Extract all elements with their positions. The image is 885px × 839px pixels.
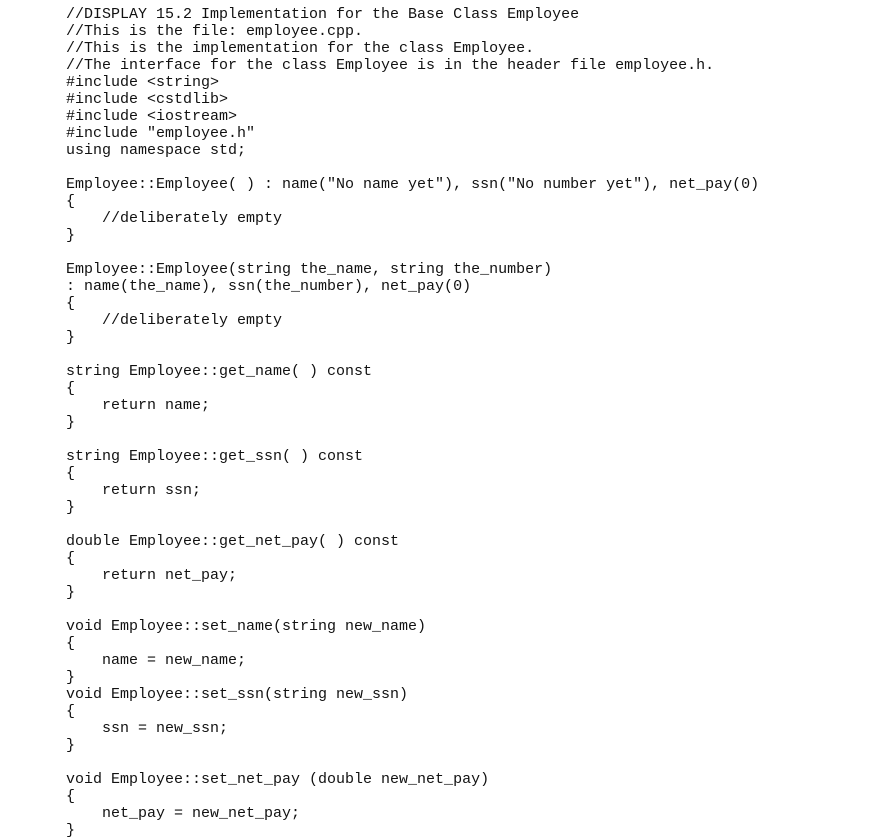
code-line: #include "employee.h": [66, 125, 256, 142]
code-line: Employee::Employee(string the_name, string the_number): [66, 261, 553, 278]
code-line: Employee::Employee( ) : name("No name yet"), ssn("No number yet"), net_pay(0): [66, 176, 760, 193]
code-line: {: [66, 703, 76, 720]
code-line: return name;: [66, 397, 211, 414]
code-line: #include <cstdlib>: [66, 91, 229, 108]
code-line: {: [66, 550, 76, 567]
code-line: {: [66, 788, 76, 805]
code-line: net_pay = new_net_pay;: [66, 805, 301, 822]
code-line: }: [66, 822, 76, 839]
code-line: string Employee::get_name( ) const: [66, 363, 373, 380]
code-line: using namespace std;: [66, 142, 247, 159]
code-line: string Employee::get_ssn( ) const: [66, 448, 364, 465]
code-line: name = new_name;: [66, 652, 247, 669]
code-line: #include <iostream>: [66, 108, 238, 125]
code-line: {: [66, 635, 76, 652]
code-line: #include <string>: [66, 74, 220, 91]
code-line: {: [66, 465, 76, 482]
code-line: {: [66, 193, 76, 210]
code-line: double Employee::get_net_pay( ) const: [66, 533, 400, 550]
code-line: void Employee::set_name(string new_name): [66, 618, 427, 635]
code-line: return net_pay;: [66, 567, 238, 584]
code-line: {: [66, 295, 76, 312]
code-line: //This is the file: employee.cpp.: [66, 23, 364, 40]
code-line: }: [66, 669, 76, 686]
code-line: [66, 346, 759, 363]
code-line: }: [66, 499, 76, 516]
code-line: [66, 431, 759, 448]
code-line: : name(the_name), ssn(the_number), net_pay(0): [66, 278, 472, 295]
code-listing: [66, 6, 759, 839]
code-line: //deliberately empty: [66, 210, 283, 227]
code-line: //DISPLAY 15.2 Implementation for the Base Class Employee: [66, 6, 580, 23]
code-line: void Employee::set_net_pay (double new_net_pay): [66, 771, 490, 788]
code-line: }: [66, 414, 76, 431]
code-line: [66, 601, 759, 618]
code-line: {: [66, 380, 76, 397]
code-line: }: [66, 329, 76, 346]
code-line: //The interface for the class Employee is in the header file employee.h.: [66, 57, 715, 74]
code-line: return ssn;: [66, 482, 202, 499]
code-line: [66, 516, 759, 533]
code-line: void Employee::set_ssn(string new_ssn): [66, 686, 409, 703]
code-line: }: [66, 737, 76, 754]
code-line: [66, 754, 759, 771]
code-line: //This is the implementation for the class Employee.: [66, 40, 535, 57]
code-line: [66, 244, 759, 261]
code-line: ssn = new_ssn;: [66, 720, 229, 737]
code-line: }: [66, 584, 76, 601]
code-line: [66, 159, 759, 176]
code-line: }: [66, 227, 76, 244]
code-line: //deliberately empty: [66, 312, 283, 329]
